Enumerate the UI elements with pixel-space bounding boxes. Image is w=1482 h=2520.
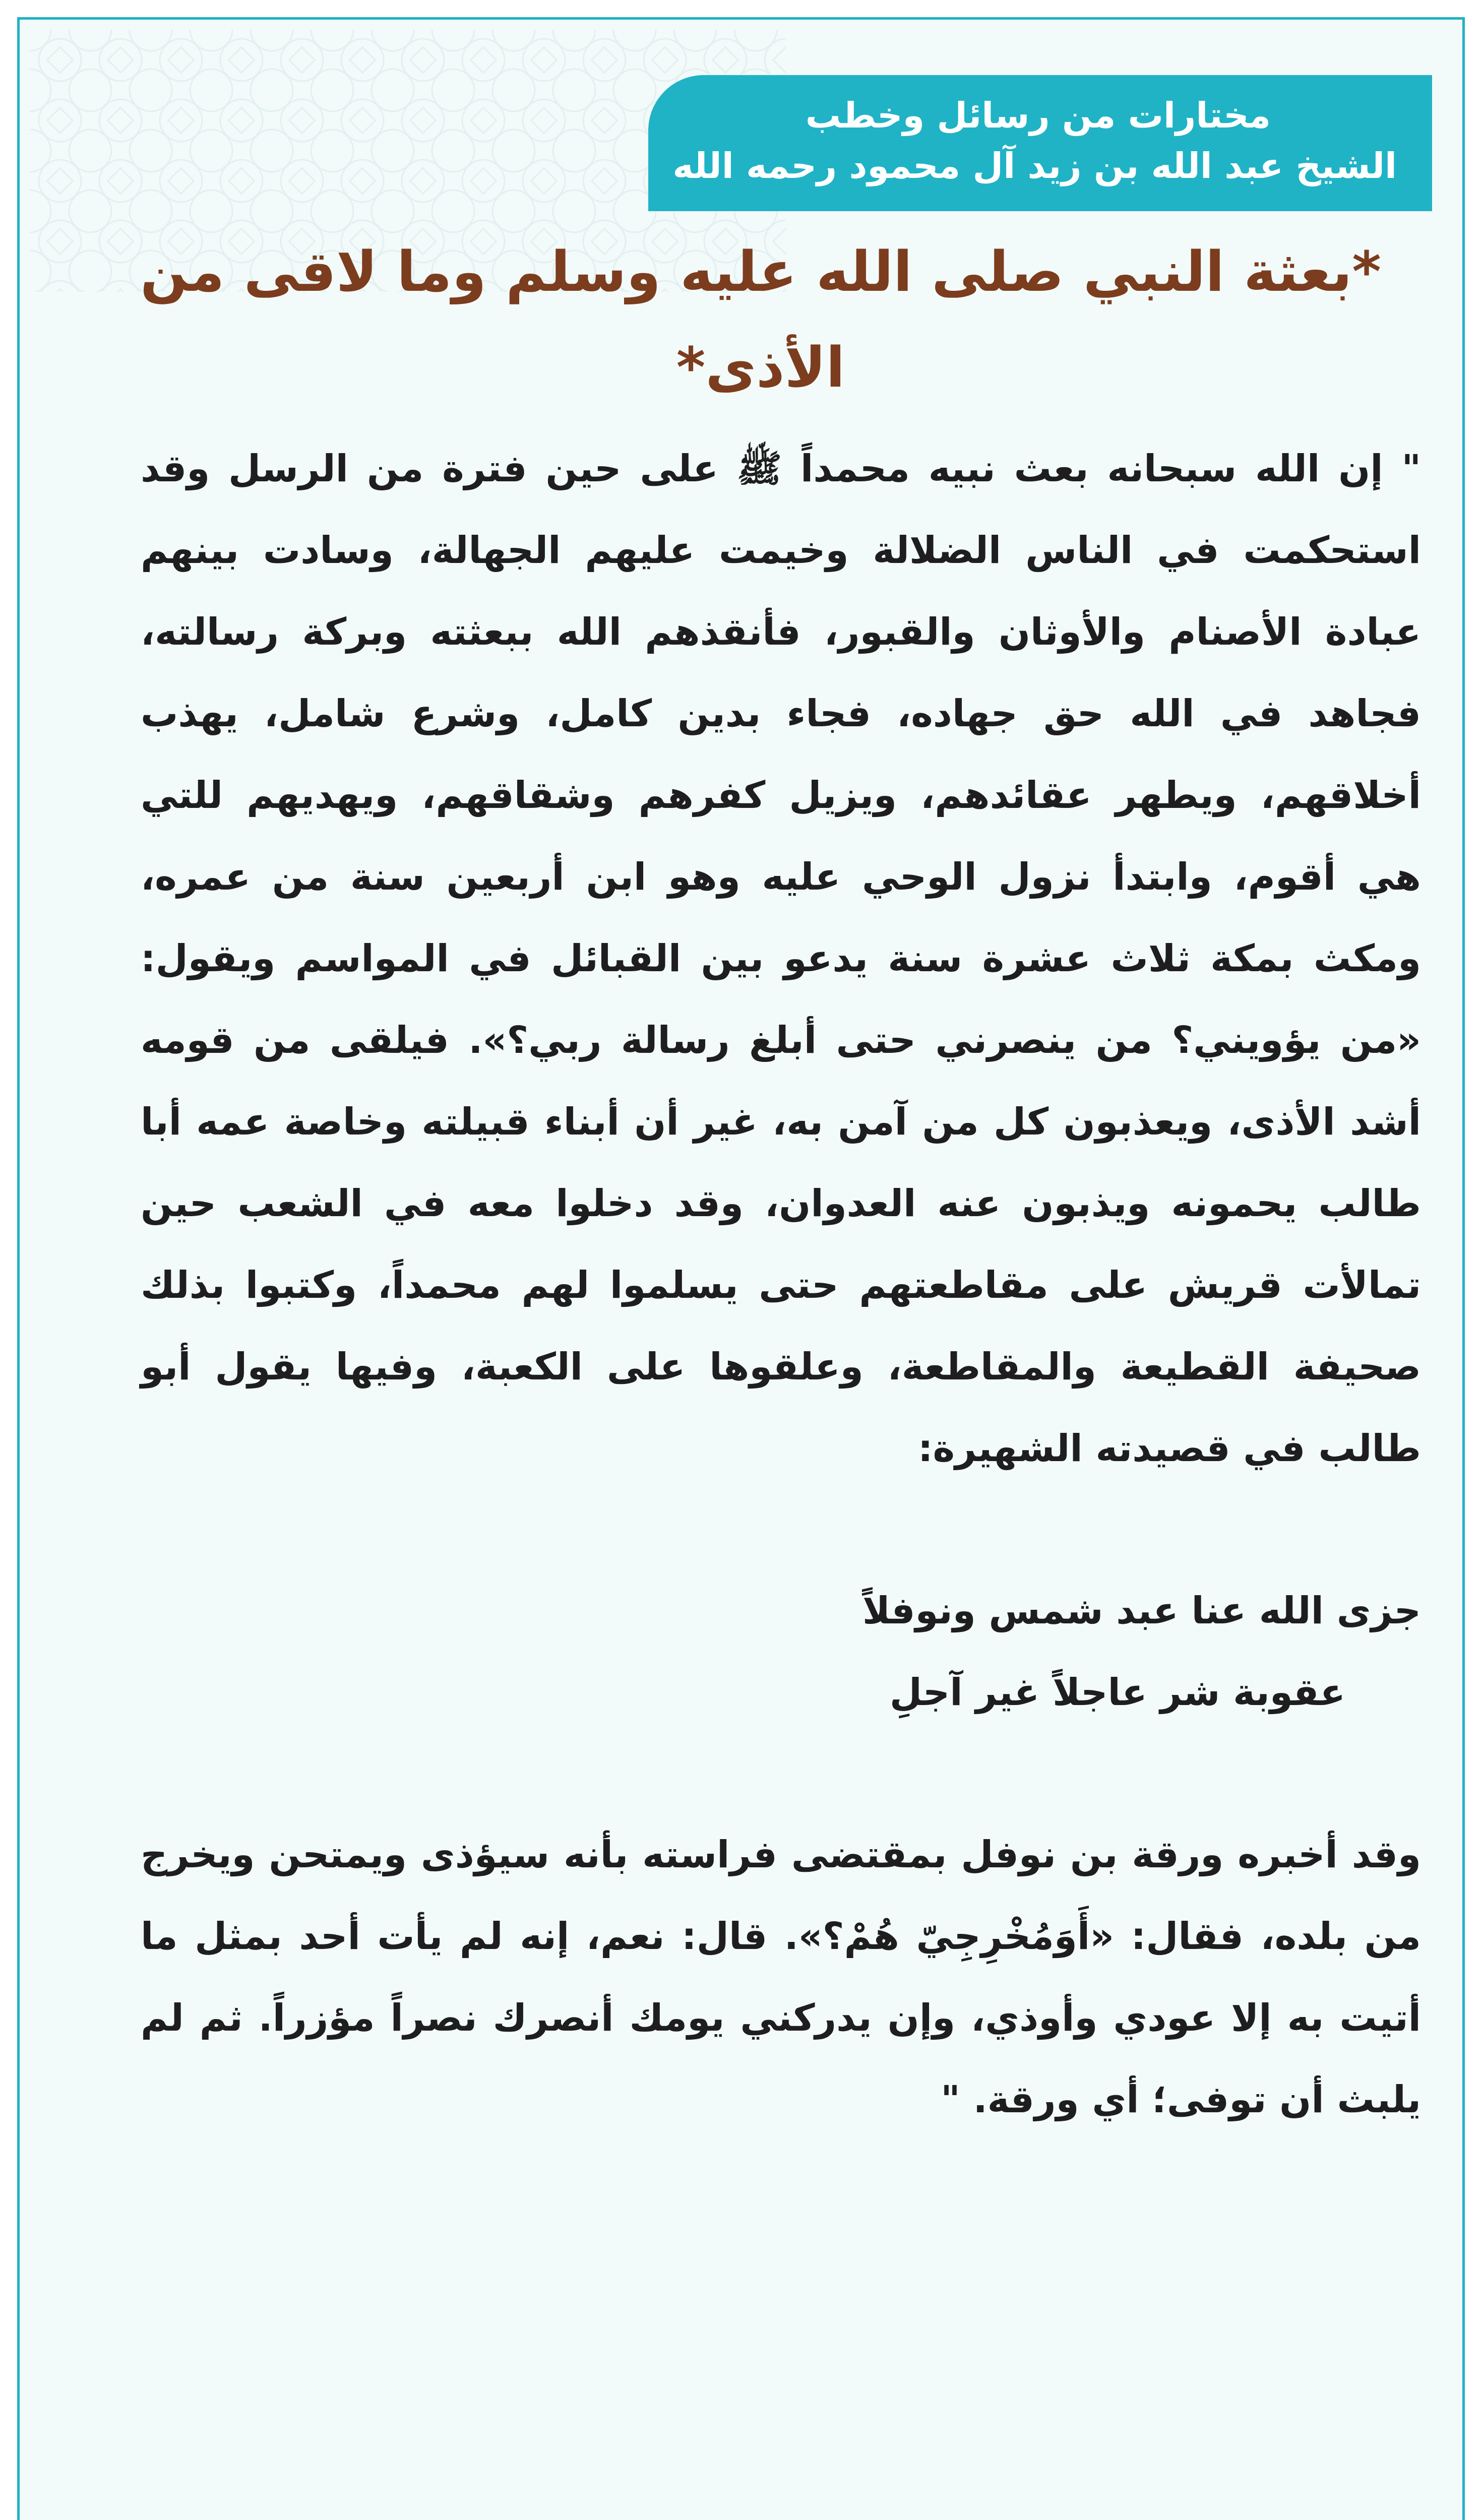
poem-line: عقوبة شر عاجلاً غير آجلِ xyxy=(889,1671,1345,1714)
page-frame xyxy=(17,17,1465,2520)
article-paragraph: وقد أخبره ورقة بن نوفل بمقتضى فراسته بأنه سيؤذى ويمتحن ويخرج من بلده، فقال: «أَوَمُخْرِجِيّ هُمْ؟». قال: نعم، إنه لم يأت أحد بمثل ما أتيت به إلا عودي وأوذي، وإن يدركني يومك أنصرك نصراً مؤزراً. ثم لم يلبث أن توفى؛ أي ورقة. " xyxy=(141,1833,1421,2121)
poem-verse xyxy=(141,1570,1421,1733)
article-title: *بعثة النبي صلى الله عليه وسلم وما لاقى من الأذى* xyxy=(140,239,1381,400)
header-subtitle: مختارات من رسائل وخطب xyxy=(805,95,1271,136)
poem-line: جزى الله عنا عبد شمس ونوفلاً xyxy=(862,1589,1421,1632)
article-body xyxy=(141,428,1421,2140)
header-author: الشيخ عبد الله بن زيد آل محمود رحمه الله xyxy=(672,145,1397,186)
article-paragraph: " إن الله سبحانه بعث نبيه محمداً ﷺ على حين فترة من الرسل وقد استحكمت في الناس الضلالة وخيمت عليهم الجهالة، وسادت بينهم عبادة الأصنام والأوثان والقبور، فأنقذهم الله ببعثته وبركة رسالته، فجاهد في الله حق جهاده، فجاء بدين كامل، وشرع شامل، يهذب أخلاقهم، ويطهر عقائدهم، ويزيل كفرهم وشقاقهم، ويهديهم للتي هي أقوم، وابتدأ نزول الوحي عليه وهو ابن أربعين سنة من عمره، ومكث بمكة ثلاث عشرة سنة يدعو بين القبائل في المواسم ويقول: «من يؤويني؟ من ينصرني حتى أبلغ رسالة ربي؟». فيلقى من قومه أشد الأذى، ويعذبون كل من آمن به، غير أن أبناء قبيلته وخاصة عمه أبا طالب يحمونه ويذبون عنه العدوان، وقد دخلوا معه في الشعب حين تمالأت قريش على مقاطعتهم حتى يسلموا لهم محمداً، وكتبوا بذلك صحيفة القطيعة والمقاطعة، وعلقوها على الكعبة، وفيها يقول أبو طالب في قصيدته الشهيرة: xyxy=(141,447,1421,1470)
header-banner xyxy=(648,75,1432,211)
